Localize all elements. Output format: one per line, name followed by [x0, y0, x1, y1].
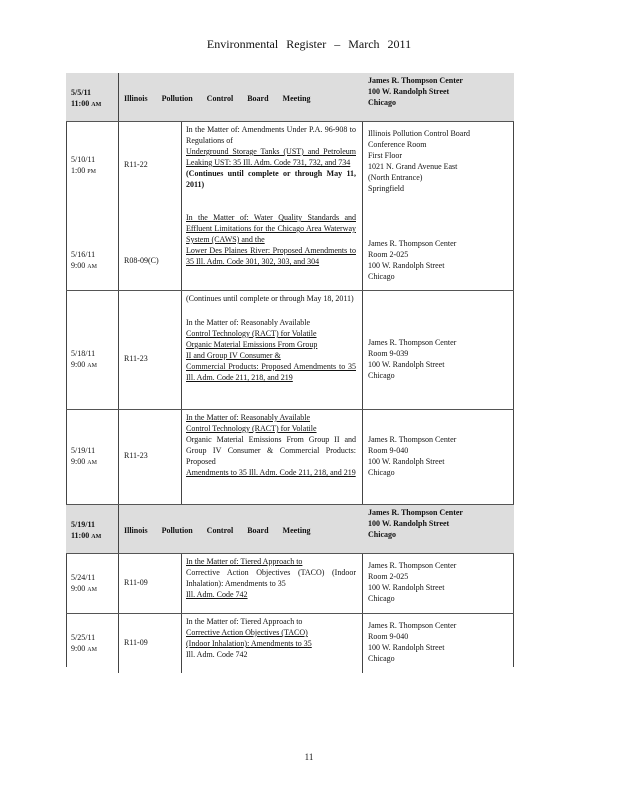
table-row-meeting	[66, 73, 514, 122]
row-time: 1:00	[71, 166, 86, 175]
description-line: Commercial Products: Proposed Amendments to 35 Ill. Adm. Code 211, 218, and 219	[186, 362, 356, 382]
location-line: James R. Thompson Center	[368, 508, 463, 517]
row-location	[368, 620, 508, 664]
row-time: 9:00	[71, 644, 86, 653]
description-line: Ill. Adm. Code 742	[186, 650, 248, 659]
docket-number: R11-23	[124, 354, 148, 363]
location-line: 1021 N. Grand Avenue East	[368, 162, 458, 171]
row-location	[368, 560, 508, 604]
row-location	[368, 434, 508, 478]
location-line: 100 W. Randolph Street	[368, 519, 450, 528]
location-line: 100 W. Randolph Street	[368, 261, 445, 270]
row-date-cell	[71, 445, 121, 469]
location-line: Chicago	[368, 272, 395, 281]
location-line: 100 W. Randolph Street	[368, 87, 450, 96]
description-line: Organic Material Emissions From Group	[186, 340, 318, 349]
continuation-note: (Continues until complete or through May 11, 2011)	[186, 169, 356, 189]
meeting-title: Illinois Pollution Control Board Meeting	[124, 526, 311, 535]
location-line: (North Entrance)	[368, 173, 423, 182]
location-line: Room 9-039	[368, 349, 409, 358]
row-ampm: PM	[87, 169, 96, 175]
row-date: 5/24/11	[71, 573, 96, 582]
location-line: Room 2-025	[368, 250, 409, 259]
location-line: Chicago	[368, 98, 396, 107]
description-line: Control Technology (RACT) for Volatile	[186, 329, 317, 338]
page-number: 11	[304, 752, 314, 762]
location-line: James R. Thompson Center	[368, 435, 457, 444]
location-line: James R. Thompson Center	[368, 239, 457, 248]
row-time: 9:00	[71, 457, 86, 466]
table-row	[66, 614, 514, 673]
row-date: 5/5/11	[71, 88, 92, 97]
description-line: Organic Material Emissions From Group II and Group IV Consumer & Commercial Products: Proposed	[186, 435, 356, 466]
location-line: Room 9-040	[368, 446, 409, 455]
row-time: 11:00	[71, 99, 90, 108]
location-line: Chicago	[368, 371, 395, 380]
location-line: 100 W. Randolph Street	[368, 457, 445, 466]
location-line: James R. Thompson Center	[368, 338, 457, 347]
location-line: Chicago	[368, 468, 395, 477]
description-line: Corrective Action Objectives (TACO)	[186, 628, 308, 637]
description-line: In the Matter of: Water Quality Standards and Effluent Limitations for the Chicago Area Waterway System (CAWS) and the	[186, 213, 356, 244]
description-line: Lower Des Plaines River: Proposed Amendments to 35 Ill. Adm. Code 301, 302, 303, and 304	[186, 246, 356, 266]
row-date: 5/19/11	[71, 446, 96, 455]
description-line: Amendments to 35 Ill. Adm. Code 211, 218, and 219	[186, 468, 356, 477]
description-line: Control Technology (RACT) for Volatile	[186, 424, 317, 433]
row-date: 5/25/11	[71, 633, 96, 642]
row-location	[368, 507, 508, 540]
docket-number: R11-09	[124, 638, 148, 647]
table-row	[66, 554, 514, 614]
location-line: Chicago	[368, 654, 395, 663]
location-line: Chicago	[368, 530, 396, 539]
row-date-cell	[71, 348, 121, 372]
row-location	[368, 238, 508, 282]
description-line: Ill. Adm. Code 742	[186, 590, 248, 599]
description-line: In the Matter of: Tiered Approach to	[186, 557, 303, 566]
row-date-cell	[71, 249, 121, 273]
table-row	[66, 291, 514, 410]
location-line: Chicago	[368, 594, 395, 603]
row-location	[368, 337, 508, 381]
location-line: First Floor	[368, 151, 403, 160]
row-date: 5/10/11	[71, 155, 96, 164]
docket-number: R11-23	[124, 451, 148, 460]
description-line: II and Group IV Consumer &	[186, 351, 281, 360]
row-date: 5/16/11	[71, 250, 96, 259]
hearing-description	[186, 317, 356, 383]
hearing-description	[186, 412, 356, 478]
row-ampm: AM	[87, 264, 97, 270]
meeting-title: Illinois Pollution Control Board Meeting	[124, 94, 311, 103]
row-time: 11:00	[71, 531, 90, 540]
location-line: Illinois Pollution Control Board Conference Room	[368, 129, 471, 149]
location-line: James R. Thompson Center	[368, 76, 463, 85]
location-line: Room 9-040	[368, 632, 409, 641]
description-line: In the Matter of: Amendments Under P.A. 96-908 to Regulations of	[186, 125, 356, 145]
row-time: 9:00	[71, 360, 86, 369]
location-line: James R. Thompson Center	[368, 561, 457, 570]
hearing-description	[186, 556, 356, 600]
hearing-description	[186, 212, 356, 267]
description-line: Underground Storage Tanks (UST) and Petroleum Leaking UST: 35 Ill. Adm. Code 731, 732, and 734	[186, 147, 356, 167]
row-date-cell	[71, 87, 121, 111]
location-line: 100 W. Randolph Street	[368, 643, 445, 652]
description-line: In the Matter of: Reasonably Available	[186, 413, 311, 422]
table-row	[66, 122, 514, 291]
location-line: Springfield	[368, 184, 404, 193]
docket-number: R11-09	[124, 578, 148, 587]
table-row	[66, 410, 514, 505]
row-date: 5/19/11	[71, 520, 96, 529]
location-line: James R. Thompson Center	[368, 621, 457, 630]
description-line: Corrective Action Objectives (TACO) (Indoor Inhalation): Amendments to 35	[186, 568, 356, 588]
row-ampm: AM	[87, 460, 97, 466]
description-line: In the Matter of: Tiered Approach to	[186, 617, 303, 626]
docket-number: R08-09(C)	[124, 256, 159, 265]
location-line: Room 2-025	[368, 572, 409, 581]
hearing-description	[186, 124, 356, 190]
row-date-cell	[71, 154, 121, 178]
table-row-meeting	[66, 505, 514, 554]
row-time: 9:00	[71, 261, 86, 270]
continuation-note: (Continues until complete or through May 18, 2011)	[186, 294, 354, 303]
hearing-description	[186, 616, 356, 660]
row-ampm: AM	[87, 587, 97, 593]
row-location	[368, 75, 508, 108]
description-line: In the Matter of: Reasonably Available	[186, 318, 311, 327]
row-date-cell	[71, 632, 121, 656]
row-ampm: AM	[87, 647, 97, 653]
row-ampm: AM	[91, 102, 102, 108]
description-line: (Indoor Inhalation): Amendments to 35	[186, 639, 312, 648]
row-date: 5/18/11	[71, 349, 96, 358]
row-date-cell	[71, 572, 121, 596]
row-time: 9:00	[71, 584, 86, 593]
row-ampm: AM	[87, 363, 97, 369]
location-line: 100 W. Randolph Street	[368, 360, 445, 369]
docket-number: R11-22	[124, 160, 148, 169]
schedule-table	[66, 73, 514, 673]
location-line: 100 W. Randolph Street	[368, 583, 445, 592]
row-ampm: AM	[91, 534, 102, 540]
page-header: Environmental Register – March 2011	[206, 37, 412, 51]
row-location	[368, 128, 508, 194]
row-date-cell	[71, 519, 121, 543]
